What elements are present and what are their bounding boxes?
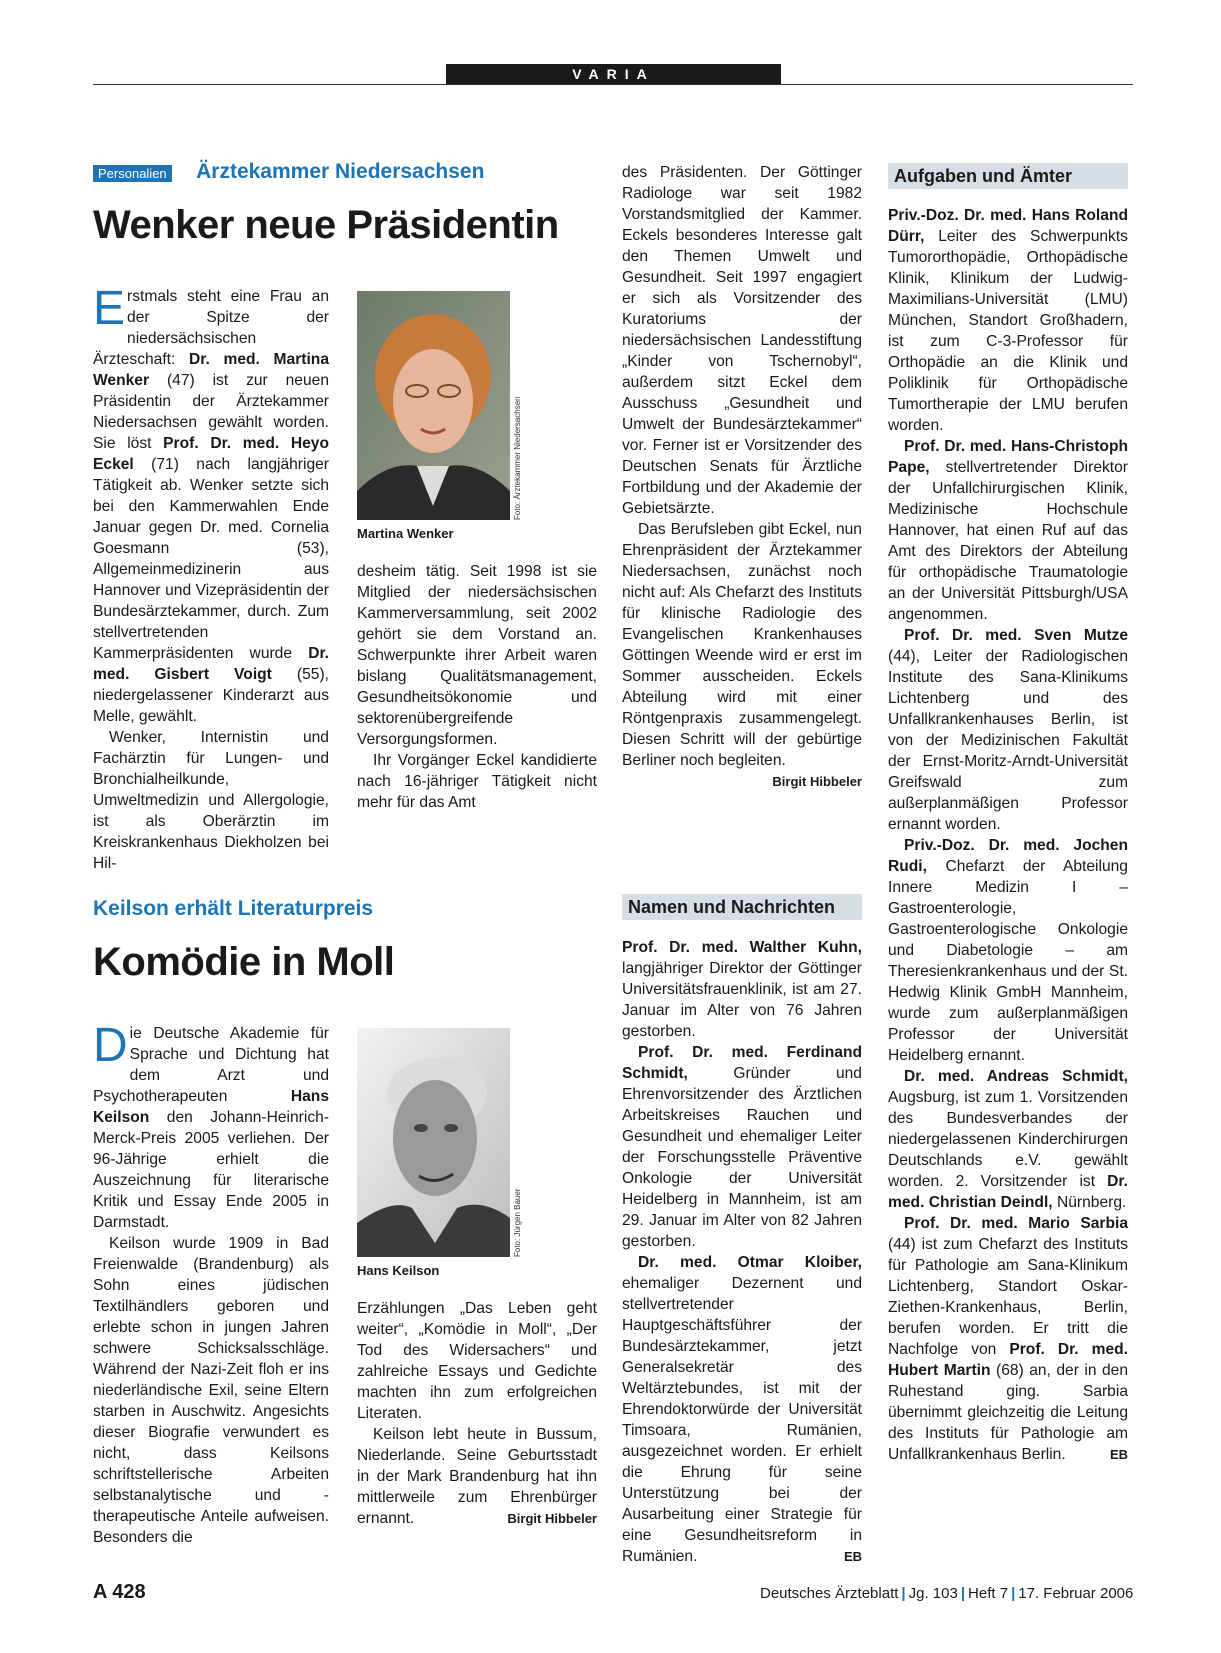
aufgaben-column xyxy=(888,205,1128,1465)
person-name: Priv.-Doz. Dr. med. Jochen Rudi, xyxy=(888,837,1128,875)
text: (55), niedergelassener Kinderarzt aus Melle, gewählt. xyxy=(93,666,329,725)
paragraph: Wenker, Internistin und Fachärztin für Lungen- und Bronchialheilkunde, Umweltmedizin und Allergologie, ist als Oberärztin im Kreiskrankenhaus Diekholzen bei Hil- xyxy=(93,729,329,872)
header-rule xyxy=(93,84,1133,85)
dropcap: D xyxy=(93,1019,128,1072)
text: ehemaliger Dezernent und stellvertretender Hauptgeschäftsführer der Bundesärztekammer, jetzt Generalsekretär des Weltärztebundes, ist mit der Ehrendoktorwürde der Universität Timsoara, Rumänien, ausgezeichnet worden. Er erhielt die Ehrung für seine Unterstützung bei der Ausarbeitung einer Strategie für eine Gesundheitsreform in Rumänien. xyxy=(622,1275,862,1565)
text: stellvertretender Direktor der Unfallchirurgischen Klinik, Medizinische Hochschule Hannover, hat einen Ruf auf das Amt des Direktors der Abteilung für orthopädische Traumatologie an der Universität Pittsburgh/USA angenommen. xyxy=(888,459,1128,623)
paragraph: des Präsidenten. Der Göttinger Radiologe war seit 1982 Vorstandsmitglied der Kammer. Eckels besonderes Interesse galt den Themen Umwelt und Gesundheit. Seit 1997 engagiert er sich als Vorsitzender des Kuratoriums der niedersächsischen Landesstiftung „Kinder von Tschernobyl“, außerdem sitzt Eckel dem Ausschuss „Gesundheit und Umwelt der Bundesärztekammer“ vor. Ferner ist er Vorsitzender des Deutschen Senats für Ärztliche Fortbildung und der Akademie der Gebietsärzte. xyxy=(622,164,862,517)
article1-column-1 xyxy=(93,282,329,874)
paragraph: desheim tätig. Seit 1998 ist sie Mitglied der niedersächsischen Kammerversammlung, seit 2002 gehört sie dem Vorstand an. Schwerpunkte ihrer Arbeit waren bislang Qualitätsmanagement, Gesundheitsökonomie und sektorenübergreifende Versorgungsformen. xyxy=(357,563,597,748)
text: (44), Leiter der Radiologischen Institute des Sana-Klinikums Lichtenberg und des Unfallkrankenhauses Berlin, ist von der Medizinischen Fakultät der Ernst-Moritz-Arndt-Universität Greifswald zum außerplanmäßigen Professor ernannt worden. xyxy=(888,648,1128,833)
text: (71) nach langjähriger Tätigkeit ab. Wenker setzte sich bei den Kammerwahlen Ende Januar gegen Dr. med. Cornelia Goesmann (53), Allgemeinmedizinerin aus Hannover und Vizepräsidentin der Bundesärztekammer, durch. Zum stellvertretenden Kammerpräsidenten wurde xyxy=(93,456,329,662)
aufgaben-heading: Aufgaben und Ämter xyxy=(888,163,1128,189)
article2-headline: Komödie in Moll xyxy=(93,940,395,984)
photo-credit-wenker: Foto: Ärztekammer Niedersachsen xyxy=(513,396,522,520)
section-label: VARIA xyxy=(446,64,781,85)
text: (44) ist zum Chefarzt des Instituts für Pathologie am Sana-Klinikum Lichtenberg, Standort Oskar-Ziethen-Krankenhaus, Berlin, berufen worden. Er tritt die Nachfolge von xyxy=(888,1236,1128,1358)
text: Leiter des Schwerpunkts Tumororthopädie, Orthopädische Klinik, Klinikum der Ludwig-Maximilians-Universität (LMU) München, Standort Großhadern, ist zum C-3-Professor für Orthopädie an die Klinik und Poliklinik für Orthopädische Tumortherapie der LMU berufen worden. xyxy=(888,228,1128,434)
journal-name: Deutsches Ärzteblatt xyxy=(760,1585,899,1602)
portrait-keilson-image xyxy=(357,1028,510,1257)
person-name: Prof. Dr. med. Hubert Martin xyxy=(888,1341,1128,1379)
portrait-photo-keilson xyxy=(357,1028,510,1257)
author-signature: Birgit Hibbeler xyxy=(507,1511,597,1526)
separator: | xyxy=(901,1585,906,1602)
person-name: Dr. med. Martina Wenker xyxy=(93,351,329,389)
category-tag: Personalien xyxy=(93,165,172,182)
photo-caption-keilson: Hans Keilson xyxy=(357,1263,440,1278)
paragraph: Keilson lebt heute in Bussum, Niederlande. Seine Geburtsstadt in der Mark Brandenburg hat ihn mittlerweile zum Ehrenbürger ernannt. xyxy=(357,1426,597,1527)
person-name: Dr. med. Andreas Schmidt, xyxy=(904,1068,1128,1085)
namen-heading: Namen und Nachrichten xyxy=(622,894,862,920)
paragraph: Erzählungen „Das Leben geht weiter“, „Komödie in Moll“, „Der Tod des Widersachers“ und zahlreiche Essays und Gedichte machten ihn zum erfolgreichen Literaten. xyxy=(357,1300,597,1422)
text: Chefarzt der Abteilung Innere Medizin I – Gastroenterologie, Gastroenterologische Onkologie und Diabetologie – am Theresienkrankenhaus und der St. Hedwig Klinik GmbH Mannheim, wurde zum außerplanmäßigen Professor der Universität Heidelberg ernannt. xyxy=(888,858,1128,1064)
paragraph: Keilson wurde 1909 in Bad Freienwalde (Brandenburg) als Sohn eines jüdischen Textilhändlers geboren und erlebte schon in jungen Jahren schwere Schicksalsschläge. Während der Nazi-Zeit floh er ins niederländische Exil, seine Eltern starben in Auschwitz. Angesichts dieser Biografie verwundert es nicht, dass Keilsons schriftstellerische Arbeiten selbstanalytische und -therapeutische Anteile aufweisen. Besonders die xyxy=(93,1235,329,1546)
text: langjähriger Direktor der Göttinger Universitätsfrauenklinik, ist am 27. Januar im Alter von 76 Jahren gestorben. xyxy=(622,960,862,1040)
journal-issue: Heft 7 xyxy=(968,1585,1009,1602)
article1-kicker-row xyxy=(93,160,484,184)
text: Gründer und Ehrenvorsitzender des Ärztlichen Arbeitskreises Rauchen und Gesundheit und ehemaliger Leiter der Forschungsstelle Präventive Onkologie der Universität Heidelberg in Mannheim, ist am 29. Januar im Alter von 82 Jahren gestorben. xyxy=(622,1065,862,1250)
photo-caption-wenker: Martina Wenker xyxy=(357,526,454,541)
author-signature: Birgit Hibbeler xyxy=(772,774,862,789)
paragraph: Das Berufsleben gibt Eckel, nun Ehrenpräsident der Ärztekammer Niedersachsen, zunächst noch nicht auf: Als Chefarzt des Instituts für klinische Radiologie des Evangelischen Krankenhauses Göttingen Weende wird er erst im Sommer ausscheiden. Eckels Abteilung wird mit einer Röntgenpraxis zusammengelegt. Diesen Schritt will der gebürtige Berliner noch begleiten. xyxy=(622,521,862,769)
person-name: Dr. med. Otmar Kloiber, xyxy=(638,1254,862,1271)
article1-column-2 xyxy=(357,561,597,813)
author-signature: EB xyxy=(1109,1447,1128,1462)
text: (68) an, der in den Ruhestand ging. Sarbia übernimmt gleichzeitig die Leitung des Instituts für Pathologie am Unfallkrankenhaus Berlin. xyxy=(888,1362,1129,1463)
footer-citation xyxy=(760,1585,1133,1602)
person-name: Prof. Dr. med. Sven Mutze xyxy=(904,627,1128,644)
author-signature: EB xyxy=(843,1549,862,1564)
portrait-wenker-image xyxy=(357,291,510,520)
person-name: Dr. med. Christian Deindl, xyxy=(888,1173,1128,1211)
journal-date: 17. Februar 2006 xyxy=(1018,1585,1134,1602)
person-name: Priv.-Doz. Dr. med. Hans Roland Dürr, xyxy=(888,207,1128,245)
separator: | xyxy=(960,1585,966,1602)
photo-credit-keilson: Foto: Jürgen Bauer xyxy=(513,1188,522,1257)
text: Nürnberg. xyxy=(1056,1194,1127,1211)
text: ie Deutsche Akademie für Sprache und Dichtung hat dem Arzt und Psychotherapeuten xyxy=(93,1025,329,1105)
article2-column-1 xyxy=(93,1019,329,1548)
text: rstmals steht eine Frau an der Spitze der niedersächsischen Ärzteschaft: xyxy=(93,288,329,368)
text: den Johann-Heinrich-Merck-Preis 2005 verliehen. Der 96-Jährige erhielt die Auszeichnung für literarische Kritik und Essay Ende 2005 in Darmstadt. xyxy=(93,1109,329,1231)
dropcap: E xyxy=(93,282,126,335)
person-name: Prof. Dr. med. Mario Sarbia xyxy=(904,1215,1128,1232)
text: (47) ist zur neuen Präsidentin der Ärztekammer Niedersachsen gewählt worden. Sie löst xyxy=(93,372,329,452)
person-name: Prof. Dr. med. Ferdinand Schmidt, xyxy=(622,1044,862,1082)
journal-volume: Jg. 103 xyxy=(908,1585,958,1602)
article2-kicker: Keilson erhält Literaturpreis xyxy=(93,897,374,920)
person-name: Prof. Dr. med. Walther Kuhn, xyxy=(622,939,862,956)
page-number: A 428 xyxy=(93,1581,146,1603)
paragraph: Ihr Vorgänger Eckel kandidierte nach 16-jähriger Tätigkeit nicht mehr für das Amt xyxy=(357,752,597,811)
person-name: Prof. Dr. med. Hans-Christoph Pape, xyxy=(888,438,1128,476)
article1-kicker: Ärztekammer Niedersachsen xyxy=(196,160,485,183)
separator: | xyxy=(1011,1585,1016,1602)
person-name: Dr. med. Gisbert Voigt xyxy=(93,645,329,683)
article1-headline: Wenker neue Präsidentin xyxy=(93,203,559,247)
article1-column-3 xyxy=(622,162,862,792)
text: Augsburg, ist zum 1. Vorsitzenden des Bundesverbandes der niedergelassenen Kinderchirurgen Deutschlands e.V. gewählt worden. 2. Vorsitzender ist xyxy=(888,1089,1128,1190)
portrait-photo-wenker xyxy=(357,291,510,520)
article2-column-2 xyxy=(357,1298,597,1529)
person-name: Hans Keilson xyxy=(93,1088,329,1126)
person-name: Prof. Dr. med. Heyo Eckel xyxy=(93,435,329,473)
namen-column xyxy=(622,937,862,1567)
